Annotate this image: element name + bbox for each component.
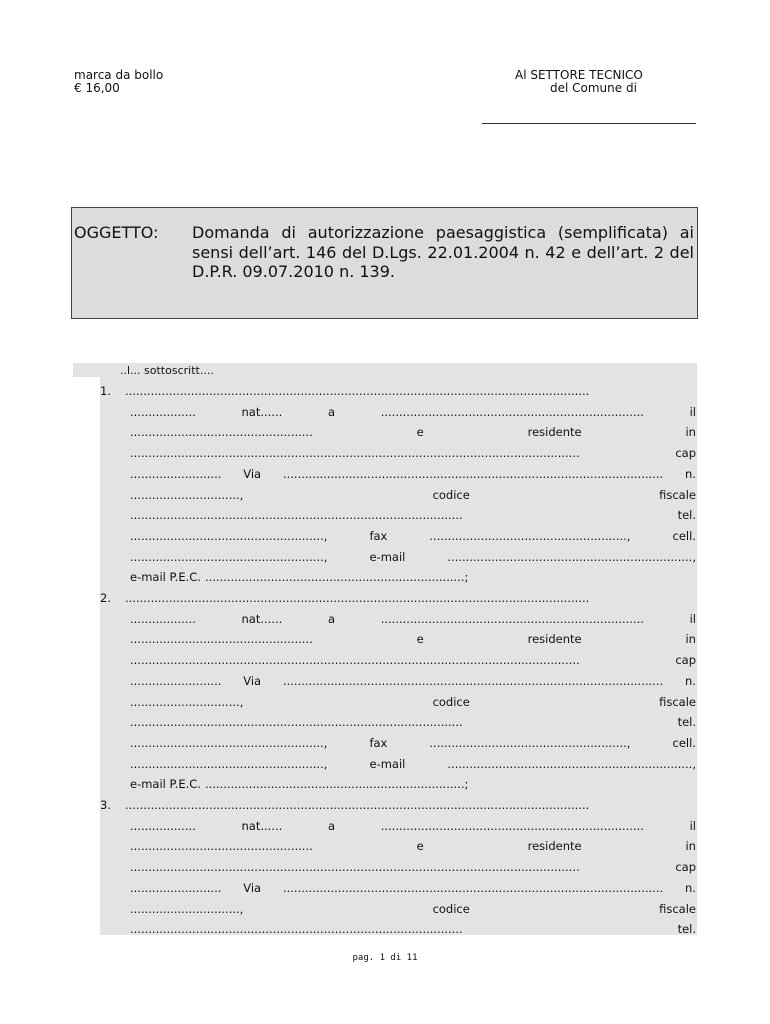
- field-label: il: [689, 404, 696, 419]
- tax-code-line: [130, 488, 696, 508]
- person-number: 3.: [100, 798, 111, 812]
- blank-field[interactable]: .....................................................,: [130, 549, 328, 564]
- blank-field[interactable]: ..............................,: [130, 487, 244, 502]
- recipient-block: [515, 69, 695, 95]
- blank-field[interactable]: .......................................................................;: [204, 777, 469, 792]
- field-label: n.: [685, 673, 696, 688]
- blank-field[interactable]: .........................: [130, 880, 222, 895]
- blank-field[interactable]: .....................................................,: [130, 735, 328, 750]
- blank-field[interactable]: ...........................................................................................: [130, 715, 463, 730]
- field-label: fiscale: [659, 487, 696, 502]
- pec-line: [130, 777, 696, 797]
- field-label: codice: [432, 487, 470, 502]
- blank-field[interactable]: ........................................................................................................: [282, 880, 664, 895]
- stamp-note: [74, 69, 163, 95]
- tel-line: [130, 715, 696, 735]
- blank-field[interactable]: ..............................,: [130, 694, 244, 709]
- blank-field[interactable]: ........................................................................: [380, 611, 644, 626]
- street-line: [130, 674, 696, 694]
- blank-field[interactable]: ........................................................................................................: [282, 466, 664, 481]
- blank-field[interactable]: ..................................................: [130, 425, 313, 440]
- field-label: e: [416, 839, 424, 854]
- birth-line: [130, 405, 696, 425]
- field-label: a: [327, 818, 336, 833]
- field-label: e-mail P.E.C.: [130, 777, 201, 792]
- blank-field[interactable]: ..................................................: [130, 632, 313, 647]
- email-line: [130, 757, 696, 777]
- residence-line: [130, 839, 696, 859]
- field-label: nat......: [241, 404, 283, 419]
- field-label: fax: [369, 528, 388, 543]
- subject-label: OGGETTO:: [74, 223, 159, 242]
- field-label: e-mail P.E.C.: [130, 570, 201, 585]
- subject-box: [71, 207, 698, 319]
- person-number: 1.: [100, 384, 111, 398]
- blank-field[interactable]: ..................................................: [130, 839, 313, 854]
- street-line: [130, 881, 696, 901]
- fax-cell-line: [130, 529, 696, 549]
- birth-line: [130, 612, 696, 632]
- blank-field[interactable]: .....................................................,: [130, 528, 328, 543]
- field-label: a: [327, 611, 336, 626]
- stamp-label: marca da bollo: [74, 68, 164, 82]
- street-line: [130, 467, 696, 487]
- field-label: Via: [243, 880, 262, 895]
- blank-field[interactable]: ........................................................................: [380, 818, 644, 833]
- field-label: Via: [243, 466, 262, 481]
- field-label: n.: [685, 880, 696, 895]
- field-label: in: [685, 839, 696, 854]
- blank-field[interactable]: ...........................................................................................................................: [130, 860, 580, 875]
- blank-field[interactable]: ...........................................................................................................................: [130, 446, 580, 461]
- tel-line: [130, 922, 696, 942]
- name-line: [125, 591, 685, 611]
- residence-line: [130, 632, 696, 652]
- tax-code-line: [130, 902, 696, 922]
- field-label: residente: [527, 839, 582, 854]
- blank-field[interactable]: ..................: [130, 818, 196, 833]
- name-line: [125, 798, 685, 818]
- city-line: [130, 860, 696, 880]
- field-label: residente: [527, 632, 582, 647]
- field-label: cell.: [672, 528, 696, 543]
- field-label: a: [327, 404, 336, 419]
- field-label: n.: [685, 466, 696, 481]
- blank-field[interactable]: ...........................................................................................: [130, 922, 463, 937]
- fax-cell-line: [130, 736, 696, 756]
- field-label: il: [689, 611, 696, 626]
- page-number: pag. 1 di 11: [352, 953, 418, 963]
- field-label: cap: [675, 446, 696, 461]
- person-number: 2.: [100, 591, 111, 605]
- tax-code-line: [130, 695, 696, 715]
- field-label: in: [685, 425, 696, 440]
- form-band: [73, 363, 100, 377]
- residence-line: [130, 425, 696, 445]
- blank-field[interactable]: ...................................................................,: [447, 549, 696, 564]
- field-label: e: [416, 425, 424, 440]
- blank-field[interactable]: .........................: [130, 673, 222, 688]
- field-label: tel.: [677, 508, 696, 523]
- blank-field[interactable]: ........................................................................: [380, 404, 644, 419]
- field-label: nat......: [241, 611, 283, 626]
- recipient-municipality: del Comune di: [550, 81, 637, 95]
- name-line: [125, 384, 685, 404]
- pec-line: [130, 570, 696, 590]
- subject-text: Domanda di autorizzazione paesaggistica (semplificata) ai sensi dell’art. 146 del D.Lgs. 22.01.2004 n. 42 e dell’art. 2 del D.P.R. 09.07.2010 n. 139.: [192, 223, 694, 281]
- field-label: Via: [243, 673, 262, 688]
- blank-field[interactable]: ......................................................,: [429, 735, 631, 750]
- blank-field[interactable]: ..................: [130, 404, 196, 419]
- blank-field[interactable]: ........................................................................................................: [282, 673, 664, 688]
- blank-field[interactable]: ..................: [130, 611, 196, 626]
- field-label: fiscale: [659, 901, 696, 916]
- field-label: nat......: [241, 818, 283, 833]
- field-label: tel.: [677, 922, 696, 937]
- form-intro: ..l... sottoscritt....: [120, 364, 214, 377]
- blank-field[interactable]: .........................: [130, 466, 222, 481]
- city-line: [130, 446, 696, 466]
- blank-field[interactable]: ..............................,: [130, 901, 244, 916]
- blank-field[interactable]: ......................................................,: [429, 528, 631, 543]
- blank-field[interactable]: ...................................................................,: [447, 756, 696, 771]
- blank-field[interactable]: ...........................................................................................................................: [130, 653, 580, 668]
- field-label: il: [689, 818, 696, 833]
- blank-field[interactable]: ...............................................................................................................................: [125, 591, 590, 605]
- blank-field[interactable]: ...............................................................................................................................: [125, 384, 590, 398]
- recipient-office: Al SETTORE TECNICO: [515, 68, 643, 82]
- field-label: e: [416, 632, 424, 647]
- field-label: tel.: [677, 715, 696, 730]
- blank-field[interactable]: .......................................................................;: [204, 570, 469, 585]
- field-label: codice: [432, 694, 470, 709]
- field-label: fiscale: [659, 694, 696, 709]
- field-label: cap: [675, 653, 696, 668]
- blank-field[interactable]: ...........................................................................................: [130, 508, 463, 523]
- municipality-blank-line[interactable]: [482, 123, 696, 124]
- field-label: cap: [675, 860, 696, 875]
- field-label: in: [685, 632, 696, 647]
- field-label: e-mail: [369, 549, 406, 564]
- tel-line: [130, 508, 696, 528]
- stamp-amount: € 16,00: [74, 81, 120, 95]
- field-label: codice: [432, 901, 470, 916]
- blank-field[interactable]: ...............................................................................................................................: [125, 798, 590, 812]
- field-label: residente: [527, 425, 582, 440]
- city-line: [130, 653, 696, 673]
- blank-field[interactable]: .....................................................,: [130, 756, 328, 771]
- field-label: fax: [369, 735, 388, 750]
- field-label: cell.: [672, 735, 696, 750]
- email-line: [130, 550, 696, 570]
- birth-line: [130, 819, 696, 839]
- field-label: e-mail: [369, 756, 406, 771]
